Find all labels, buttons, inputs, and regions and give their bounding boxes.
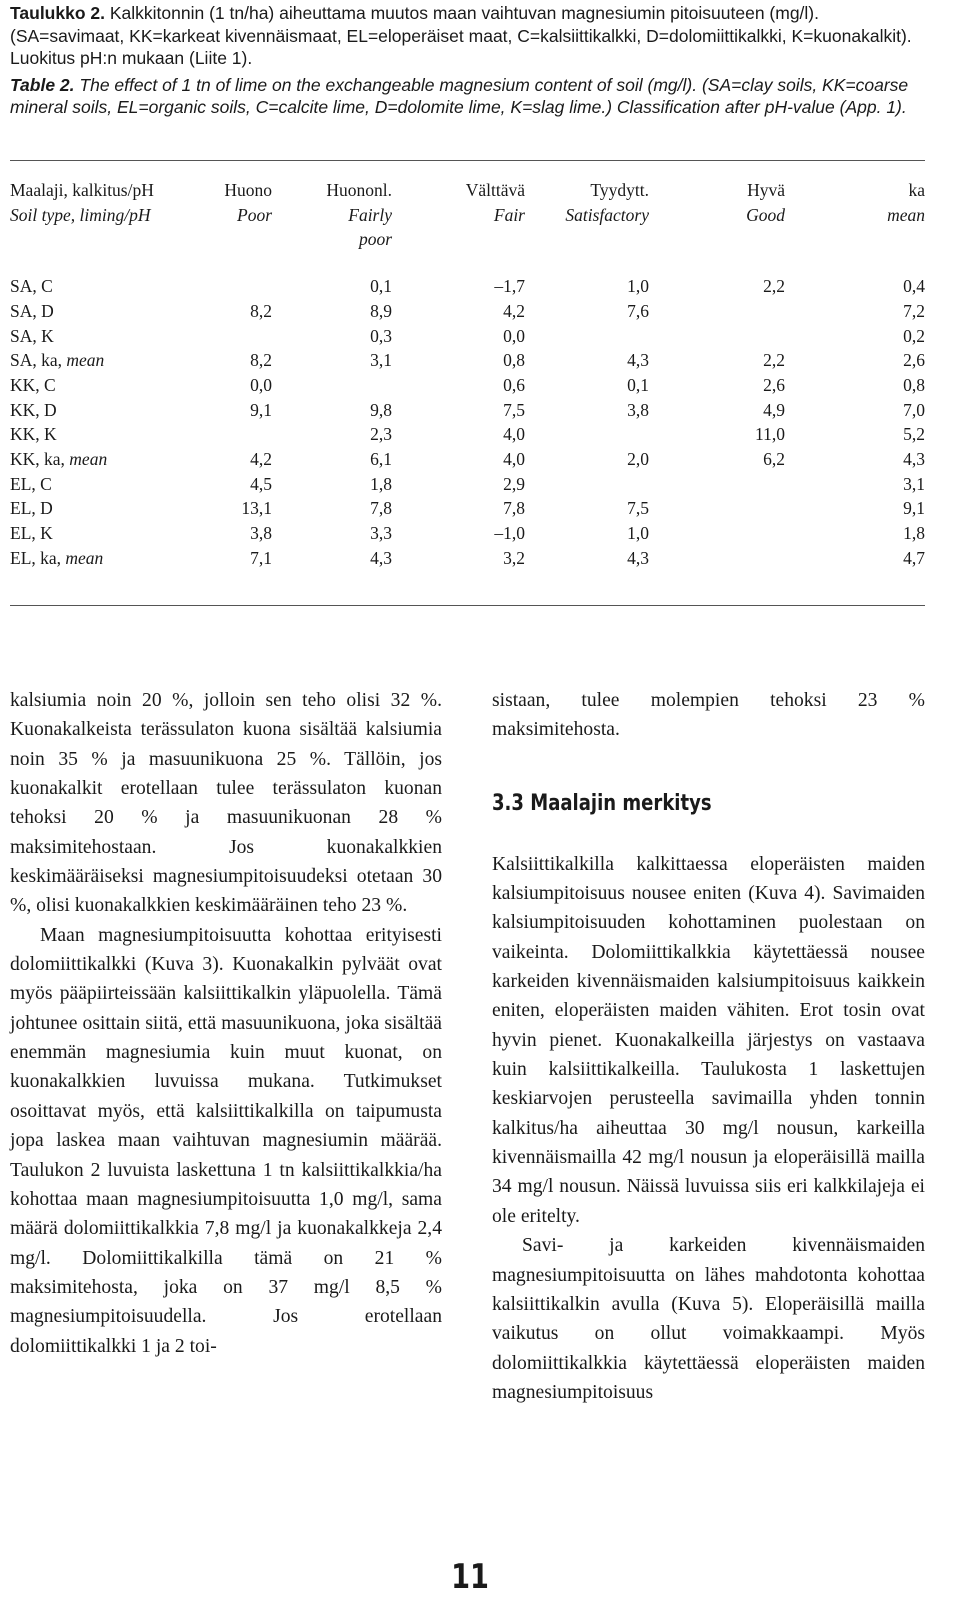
table-cell xyxy=(525,422,649,447)
table-cell: 7,2 xyxy=(903,300,925,321)
table-cell: –1,7 xyxy=(494,276,525,297)
header-poor-en-line2: poor xyxy=(358,229,392,250)
table-cell: 3,1 xyxy=(903,473,925,494)
header-poor-fi: Huono xyxy=(224,180,272,200)
table-cell: 4,7 xyxy=(903,547,925,568)
header-mean-en: mean xyxy=(887,204,925,225)
table-cell: 2,9 xyxy=(503,473,525,494)
table-cell: 1,8 xyxy=(903,523,925,544)
row-label-text: SA, K xyxy=(10,325,54,346)
row-label xyxy=(10,348,215,373)
row-label-mean: mean xyxy=(65,547,104,568)
table-cell: 2,6 xyxy=(903,350,925,371)
row-label-text: SA, C xyxy=(10,276,53,297)
table-top-rule xyxy=(10,160,925,161)
row-label-text: SA, ka, xyxy=(10,350,67,371)
table-cell: 13,1 xyxy=(241,498,272,519)
row-label xyxy=(10,472,215,497)
table-cell: 4,0 xyxy=(503,424,525,445)
table-cell xyxy=(649,546,785,571)
table-cell: 2,2 xyxy=(763,276,785,297)
table-cell: 8,2 xyxy=(250,350,272,371)
caption-finnish xyxy=(10,2,935,70)
table-cell: 4,3 xyxy=(370,547,392,568)
table-bottom-rule xyxy=(10,605,925,606)
row-label xyxy=(10,422,215,447)
table-cell: 9,1 xyxy=(903,498,925,519)
table-cell: 2,2 xyxy=(763,350,785,371)
table-cell: 4,3 xyxy=(903,449,925,470)
header-row-english xyxy=(10,203,925,228)
header-satisfactory-fi: Tyydytt. xyxy=(590,180,649,200)
table-row xyxy=(10,546,925,571)
table-row xyxy=(10,348,925,373)
table-row xyxy=(10,447,925,472)
table-cell: 0,1 xyxy=(370,276,392,297)
right-paragraph-1: Kalsiittikalkilla kalkittaessa eloperäisten maiden kalsiumpitoisuus nousee eniten (Kuva 4). Savimaiden kalsiumpitoisuuden kohottaminen puolestaan on vaikeinta. Dolomiittikalkkia käytettäessä nousee karkeiden kivennäismaiden kalsiumpitoisuus kaikkein eniten, eloperäisten maiden vähiten. Erot tosin ovat hyvin pienet. Kuonakalkeilla järjestys on vastaava kuin kalsiittikalkeilla. Taulukosta 1 laskettujen keskiarvojen perusteella savimailla yhden tonnin kalkitus/ha aiheuttaa 30 mg/l nousun, karkeilla kivennäismailla 42 mg/l nousun ja eloperäisillä mailla 34 mg/l nousun. Näissä luvuissa siis eri kalkkilajeja ei ole eritelty. xyxy=(492,853,925,1227)
table-cell: 4,3 xyxy=(627,547,649,568)
table-cell: 11,0 xyxy=(755,424,785,445)
table-cell: 3,1 xyxy=(370,350,392,371)
table-cell: 3,8 xyxy=(250,523,272,544)
header-soil-type-fi: Maalaji, kalkitus/pH xyxy=(10,180,154,200)
table-cell: 7,0 xyxy=(903,399,925,420)
table-cell: 0,0 xyxy=(503,325,525,346)
table-row xyxy=(10,521,925,546)
table-cell: 4,5 xyxy=(250,473,272,494)
table-cell: 0,3 xyxy=(370,325,392,346)
table-cell xyxy=(215,324,272,349)
caption-english-label: Table 2. xyxy=(10,74,75,95)
row-label-text: KK, K xyxy=(10,424,57,445)
row-label-text: KK, C xyxy=(10,374,56,395)
body-left-column xyxy=(10,686,442,1361)
table-cell: 0,0 xyxy=(250,374,272,395)
row-label xyxy=(10,447,215,472)
table-cell: 9,1 xyxy=(250,399,272,420)
table-cell xyxy=(649,324,785,349)
table-cell: 7,8 xyxy=(503,498,525,519)
table-cell xyxy=(525,472,649,497)
table-cell xyxy=(215,274,272,299)
left-paragraph-2: Maan magnesiumpitoisuutta kohottaa erityisesti dolomiittikalkki (Kuva 3). Kuonakalkin pylväät ovat myös pääpiirteissään kalsiittikalkin yläpuolella. Tämä johtunee osittain siitä, että masuunikuona, joka sisältää enemmän magnesiumia kuin muut kuonat, on kuonakalkkien luvuissa mukana. Tutkimukset osoittavat myös, että kalsiittikalkilla on taipumusta jopa laskea maan vaihtuvan magnesiumin määrää. Taulukon 2 luvuista laskettuna 1 tn kalsiittikalkkia/ha kohottaa maan magnesiumpitoisuutta 1,0 mg/l, sama määrä dolomiittikalkkia 7,8 mg/l ja kuonakalkkeja 2,4 mg/l. Dolomiittikalkilla tämä on 21 % maksimitehosta, joka on 37 mg/l 8,5 % magnesiumpitoisuudella. Jos erotellaan dolomiittikalkki 1 ja 2 toi- xyxy=(10,924,442,1357)
header-fairly-en: Fairly xyxy=(348,204,392,225)
table-cell: 0,2 xyxy=(903,325,925,346)
header-satisfactory-en: Satisfactory xyxy=(565,204,649,225)
table-cell xyxy=(215,422,272,447)
body-right-column xyxy=(492,686,925,1407)
table-cell: 1,0 xyxy=(627,276,649,297)
header-row-finnish xyxy=(10,178,925,203)
row-label-mean: mean xyxy=(66,350,105,371)
row-label xyxy=(10,496,215,521)
table-cell: 0,6 xyxy=(503,374,525,395)
row-label-text: EL, ka, xyxy=(10,547,66,568)
table-cell: 2,0 xyxy=(627,449,649,470)
table-cell: 7,1 xyxy=(250,547,272,568)
row-label xyxy=(10,274,215,299)
header-good-fi: Hyvä xyxy=(747,180,785,200)
table-cell: 4,2 xyxy=(503,300,525,321)
row-label xyxy=(10,373,215,398)
table-cell xyxy=(649,472,785,497)
caption-finnish-label: Taulukko 2. xyxy=(10,3,105,23)
table-cell: 4,2 xyxy=(250,449,272,470)
table-cell: 6,1 xyxy=(370,449,392,470)
table-row xyxy=(10,398,925,423)
table-row xyxy=(10,472,925,497)
table-cell: 1,8 xyxy=(370,473,392,494)
table-cell: 7,5 xyxy=(627,498,649,519)
row-label-text: KK, ka, xyxy=(10,449,70,470)
table-cell: 8,9 xyxy=(370,300,392,321)
section-heading: 3.3 Maalajin merkitys xyxy=(492,790,712,816)
table-cell xyxy=(649,299,785,324)
table-cell: 6,2 xyxy=(763,449,785,470)
table-cell: 2,6 xyxy=(763,374,785,395)
table-cell: 1,0 xyxy=(627,523,649,544)
row-label xyxy=(10,324,215,349)
row-label-text: EL, K xyxy=(10,523,53,544)
header-poor-en: Poor xyxy=(237,204,272,225)
table-cell: 0,8 xyxy=(503,350,525,371)
right-paragraph-0: sistaan, tulee molempien tehoksi 23 % maksimitehosta. xyxy=(492,690,925,741)
table-cell: 2,3 xyxy=(370,424,392,445)
table-cell xyxy=(649,521,785,546)
table-cell: 4,3 xyxy=(627,350,649,371)
table-body xyxy=(10,274,925,570)
header-fair-en: Fair xyxy=(493,204,525,225)
header-fair-fi: Välttävä xyxy=(465,180,525,200)
page-number: 11 xyxy=(451,1557,489,1597)
row-label-text: SA, D xyxy=(10,300,54,321)
row-label-text: KK, D xyxy=(10,399,57,420)
table-cell: 4,0 xyxy=(503,449,525,470)
caption-english xyxy=(10,74,935,119)
header-good-en: Good xyxy=(746,204,785,225)
table-cell: 9,8 xyxy=(370,399,392,420)
table-row xyxy=(10,299,925,324)
table-cell: 0,8 xyxy=(903,374,925,395)
table-cell: 3,8 xyxy=(627,399,649,420)
table-cell: 4,9 xyxy=(763,399,785,420)
table-cell: 8,2 xyxy=(250,300,272,321)
table-cell xyxy=(649,496,785,521)
header-fairly-poor-fi: Huononl. xyxy=(326,180,392,200)
row-label xyxy=(10,398,215,423)
header-row-english-2 xyxy=(10,227,925,252)
table-cell: 0,4 xyxy=(903,276,925,297)
header-mean-fi: ka xyxy=(908,180,925,200)
table-cell: –1,0 xyxy=(494,523,525,544)
table-cell xyxy=(272,373,392,398)
caption-finnish-text: Kalkkitonnin (1 tn/ha) aiheuttama muutos maan vaihtuvan magnesiumin pitoisuuteen (mg/l). (SA=savimaat, KK=karkeat kivennäismaat, EL=eloperäiset maat, C=kalsiittikalkki, D=dolomiittikalkki, K=kuonakalkit). Luokitus pH:n mukaan (Liite 1). xyxy=(10,3,912,68)
row-label-text: EL, C xyxy=(10,473,52,494)
row-label xyxy=(10,546,215,571)
table-cell: 3,2 xyxy=(503,547,525,568)
row-label xyxy=(10,521,215,546)
magnesium-table xyxy=(10,178,925,571)
table-cell: 7,6 xyxy=(627,300,649,321)
table-row xyxy=(10,274,925,299)
left-paragraph-1: kalsiumia noin 20 %, jolloin sen teho olisi 32 %. Kuonakalkeista terässulaton kuona sisältää kalsiumia noin 35 % ja masuunikuona 25 %. Tällöin, jos kuonakalkit erotellaan tulee terässulaton kuonan tehoksi 20 % ja masuunikuonan 28 % maksimitehostaan. Jos kuonakalkkien keskimääräiseksi magnesiumpitoisuudeksi otetaan 30 %, olisi kuonakalkkien keskimääräinen teho 23 %. xyxy=(10,690,442,917)
row-label-mean: mean xyxy=(69,449,108,470)
table-cell: 3,3 xyxy=(370,523,392,544)
caption-english-text: The effect of 1 tn of lime on the exchangeable magnesium content of soil (mg/l). (SA=clay soils, KK=coarse mineral soils, EL=organic soils, C=calcite lime, D=dolomite lime, K=slag lime.) Classification after pH-value (App. 1). xyxy=(10,74,909,117)
row-label-text: EL, D xyxy=(10,498,53,519)
header-soil-type-en: Soil type, liming/pH xyxy=(10,204,151,225)
table-cell: 5,2 xyxy=(903,424,925,445)
table-row xyxy=(10,324,925,349)
table-row xyxy=(10,373,925,398)
table-caption xyxy=(10,2,935,119)
table-cell: 7,8 xyxy=(370,498,392,519)
table-row xyxy=(10,496,925,521)
right-paragraph-2: Savi- ja karkeiden kivennäismaiden magnesiumpitoisuutta on lähes mahdotonta kohottaa kalsiittikalkin avulla (Kuva 5). Eloperäisillä mailla vaikutus on ollut voimakkaampi. Myös dolomiittikalkkia käytettäessä eloperäisten maiden magnesiumpitoisuus xyxy=(492,1235,925,1403)
table-cell: 7,5 xyxy=(503,399,525,420)
table-cell xyxy=(525,324,649,349)
table-row xyxy=(10,422,925,447)
table-cell: 0,1 xyxy=(627,374,649,395)
row-label xyxy=(10,299,215,324)
